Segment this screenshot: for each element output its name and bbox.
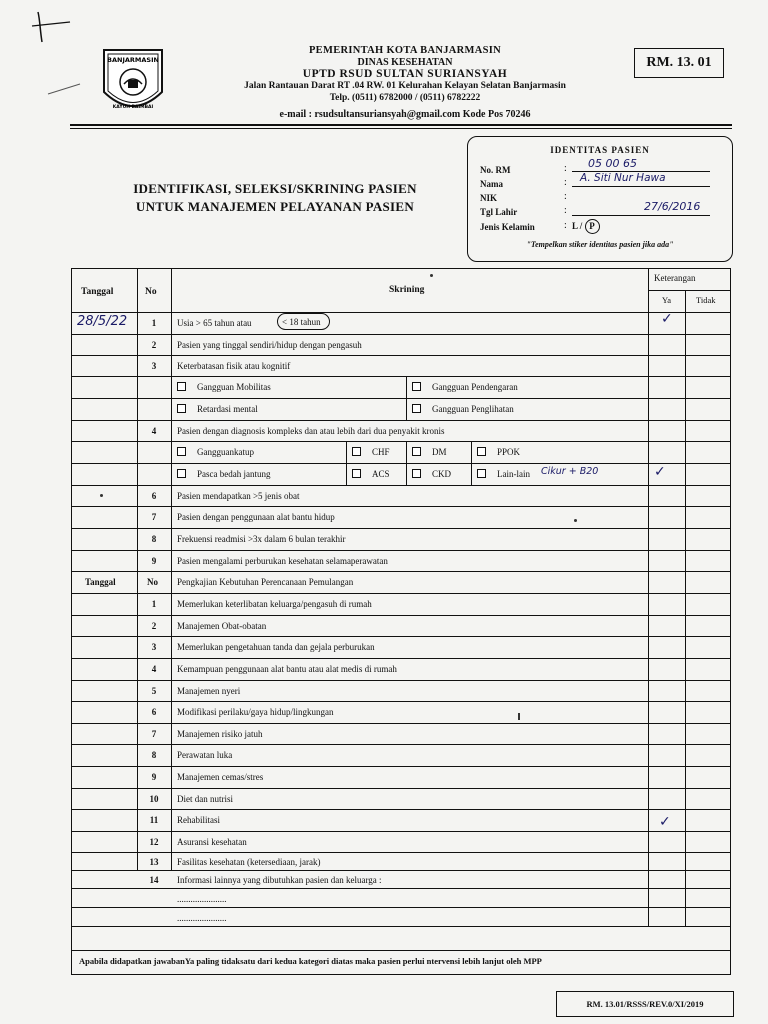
vline-sub4-c [471,441,472,485]
checkbox[interactable] [477,469,486,478]
screening-text: Pasien mendapatkan >5 jenis obat [177,491,300,501]
row-line [71,485,731,486]
form-title-line2: UNTUK MANAJEMEN PELAYANAN PASIEN [135,199,415,214]
rm-colon: : [564,163,567,174]
row-number: 8 [151,534,157,544]
col-header-notyes: Tidak [696,295,716,305]
row-line [71,701,731,702]
row-line [71,571,731,572]
yes-check-mark[interactable]: ✓ [661,311,673,327]
row-number: 5 [151,686,157,696]
row-number: 3 [151,361,157,371]
form-code-box: RM. 13. 01 [634,48,724,78]
row-line [71,831,731,832]
stray-dot [100,494,103,497]
row-number: 9 [151,772,157,782]
checkbox[interactable] [412,469,421,478]
planning-text: Asuransi kesehatan [177,837,247,847]
row-number: 11 [149,815,159,825]
row-line [71,528,731,529]
screening-circled-option: < 18 tahun [277,313,330,330]
identity-heading: IDENTITAS PASIEN [550,145,650,155]
row-line [71,907,731,908]
row-line [71,334,731,335]
sex-options[interactable]: L / P [572,219,600,234]
screening-text: Pasien dengan diagnosis kompleks dan atau lebih dari dua penyakit kronis [177,426,445,436]
planning-text: Manajemen nyeri [177,686,241,696]
screening-text: Pasien yang tinggal sendiri/hidup dengan pengasuh [177,340,362,350]
row-line [71,870,731,871]
option-label: CHF [372,447,390,457]
planning-text: Manajemen risiko jatuh [177,729,263,739]
nik-label: NIK [480,193,498,203]
planning-text: Manajemen Obat-obatan [177,621,267,631]
header-rule-thin [70,128,732,129]
option-label: Gangguankatup [197,447,254,457]
row-line [71,744,731,745]
date-entry[interactable]: 28/5/22 [77,314,128,329]
name-label: Nama [480,179,503,189]
planning-text: Memerlukan pengetahuan tanda dan gejala perburukan [177,642,375,652]
vline-sub4-a [346,441,347,485]
col-header-screening: Skrining [389,285,425,295]
row-number: 6 [151,707,157,717]
screening-text: Frekuensi readmisi >3x dalam 6 bulan terakhir [177,534,346,544]
row-line [71,788,731,789]
corner-scribble [30,8,90,48]
row-number: 9 [151,556,157,566]
row-line [71,658,731,659]
option-label: Gangguan Pendengaran [432,382,518,392]
planning-text: Manajemen cemas/stres [177,772,264,782]
footer-instruction: Apabila didapatkan jawabanYa paling tidaksatu dari kedua kategori diatas maka pasien perlui ntervensi lebih lanjut oleh MPP [79,956,542,966]
checkbox[interactable] [177,447,186,456]
row-number: 6 [151,491,157,501]
vline-sub3 [406,376,407,420]
screening-text: Keterbatasan fisik atau kognitif [177,361,291,371]
revision-code-box: RM. 13.01/RSSS/REV.0/XI/2019 [556,991,734,1017]
sex-option-p-circled[interactable]: P [585,219,600,234]
header-rule [70,124,732,126]
row-number: 7 [151,729,157,739]
option-label: ACS [372,469,390,479]
vline-yes [648,268,649,926]
checkbox[interactable] [352,447,361,456]
row-number: 10 [149,794,159,804]
option-label: Retardasi mental [197,404,258,414]
checkbox[interactable] [177,404,186,413]
section2-date-header: Tanggal [85,577,116,587]
row-number: 1 [151,599,157,609]
checkbox[interactable] [412,382,421,391]
stray-dot [518,713,520,720]
row-number: 1 [151,318,157,328]
option-label: Pasca bedah jantung [197,469,271,479]
row-line [71,680,731,681]
vline-no [171,268,172,870]
planning-text: Kemampuan penggunaan alat bantu atau alat medis di rumah [177,664,397,674]
row-line [71,852,731,853]
hospital-phone: Telp. (0511) 6782000 / (0511) 6782222 [329,93,481,103]
dotted-fill-line[interactable]: ...................... [177,913,227,923]
row-number: 4 [151,426,157,436]
sticker-note: "Tempelkan stiker identitas pasien jika ada" [526,240,674,249]
sex-label: Jenis Kelamin [480,222,535,232]
section2-title: Pengkajian Kebutuhan Perencanaan Pemulangan [177,577,354,587]
nik-colon: : [564,191,567,202]
row-line [71,463,731,464]
stray-dot [574,519,577,522]
city-seal-logo [100,46,166,120]
checkbox[interactable] [412,447,421,456]
other-disease-value[interactable]: Cikur + B20 [541,466,599,477]
dob-colon: : [564,205,567,216]
patient-identity-box [467,136,733,262]
dob-line [572,215,710,216]
col-header-date: Tanggal [81,287,114,297]
col-header-yes: Ya [662,295,672,305]
option-label: Gangguan Penglihatan [432,404,514,414]
sex-colon: : [564,220,567,231]
planning-text: Memerlukan keterlibatan keluarga/pengasuh di rumah [177,599,372,609]
planning-text: Diet dan nutrisi [177,794,233,804]
checkbox[interactable] [477,447,486,456]
screening-text: Pasien dengan penggunaan alat bantu hidup [177,512,335,522]
row-number: 7 [151,512,157,522]
row-number: 12 [149,837,159,847]
screening-text: Pasien mengalami perburukan kesehatan selamaperawatan [177,556,388,566]
hospital-email: e-mail : rsudsultansuriansyah@gmail.com Kode Pos 70246 [279,109,531,120]
planning-text: Informasi lainnya yang dibutuhkan pasien dan keluarga : [177,875,382,885]
name-line [572,186,710,187]
row-number: 4 [151,664,157,674]
dob-label: Tgl Lahir [480,207,518,217]
row-number: 2 [151,340,157,350]
col-header-notes: Keterangan [654,273,696,283]
logo-text-bottom: KAYUH BAIMBAI [112,105,154,110]
row-number: 14 [149,875,159,885]
logo-text-top: BANJARMASIN [107,56,159,64]
hospital-address: Jalan Rantauan Darat RT .04 RW. 01 Kelurahan Kelayan Selatan Banjarmasin [244,81,566,91]
row-line [71,398,731,399]
notes-split-line [648,290,731,291]
yes-check-mark[interactable]: ✓ [659,814,671,830]
row-number: 13 [149,857,159,867]
row-line [71,593,731,594]
checkbox[interactable] [177,382,186,391]
row-number: 8 [151,750,157,760]
section2-no-header: No [147,577,158,587]
row-number: 3 [151,642,157,652]
row-line [71,550,731,551]
option-label: Lain-lain [497,469,530,479]
planning-text: Modifikasi perilaku/gaya hidup/lingkungan [177,707,334,717]
form-title-line1: IDENTIFIKASI, SELEKSI/SKRINING PASIEN [133,181,417,196]
rm-value[interactable]: 05 00 65 [588,157,637,170]
hospital-name: UPTD RSUD SULTAN SURIANSYAH [302,68,508,80]
col-header-no: No [145,287,157,297]
stray-dot [430,274,433,277]
checkbox[interactable] [177,469,186,478]
planning-text: Fasilitas kesehatan (ketersediaan, jarak) [177,857,321,867]
row-line [71,809,731,810]
row-line [71,766,731,767]
screening-text: Usia > 65 tahun atau [177,318,252,328]
name-colon: : [564,177,567,188]
row-line [71,888,731,889]
row-line [71,636,731,637]
row-line [71,420,731,421]
sex-option-l[interactable]: L [572,221,578,231]
row-line [71,506,731,507]
gov-name: PEMERINTAH KOTA BANJARMASIN [308,45,502,56]
row-line [71,441,731,442]
option-label: PPOK [497,447,521,457]
screening-table [71,268,731,975]
row-number: 2 [151,621,157,631]
vline-sub4-b [406,441,407,485]
option-label: CKD [432,469,452,479]
checkbox[interactable] [412,404,421,413]
dept-name: DINAS KESEHATAN [357,57,453,68]
row-line [71,355,731,356]
planning-text: Rehabilitasi [177,815,220,825]
planning-text: Perawatan luka [177,750,233,760]
row-line [71,615,731,616]
rm-label: No. RM [480,165,511,175]
side-mark [46,80,86,100]
option-label: DM [432,447,447,457]
row-line [71,950,731,951]
option-label: Gangguan Mobilitas [197,382,271,392]
dotted-fill-line[interactable]: ...................... [177,894,227,904]
yes-check-mark[interactable]: ✓ [654,464,666,480]
row-line [71,926,731,927]
dob-value[interactable]: 27/6/2016 [644,200,701,213]
row-line [71,723,731,724]
checkbox[interactable] [352,469,361,478]
row-line [71,312,731,313]
row-line [71,376,731,377]
name-value[interactable]: A. Siti Nur Hawa [580,172,666,184]
